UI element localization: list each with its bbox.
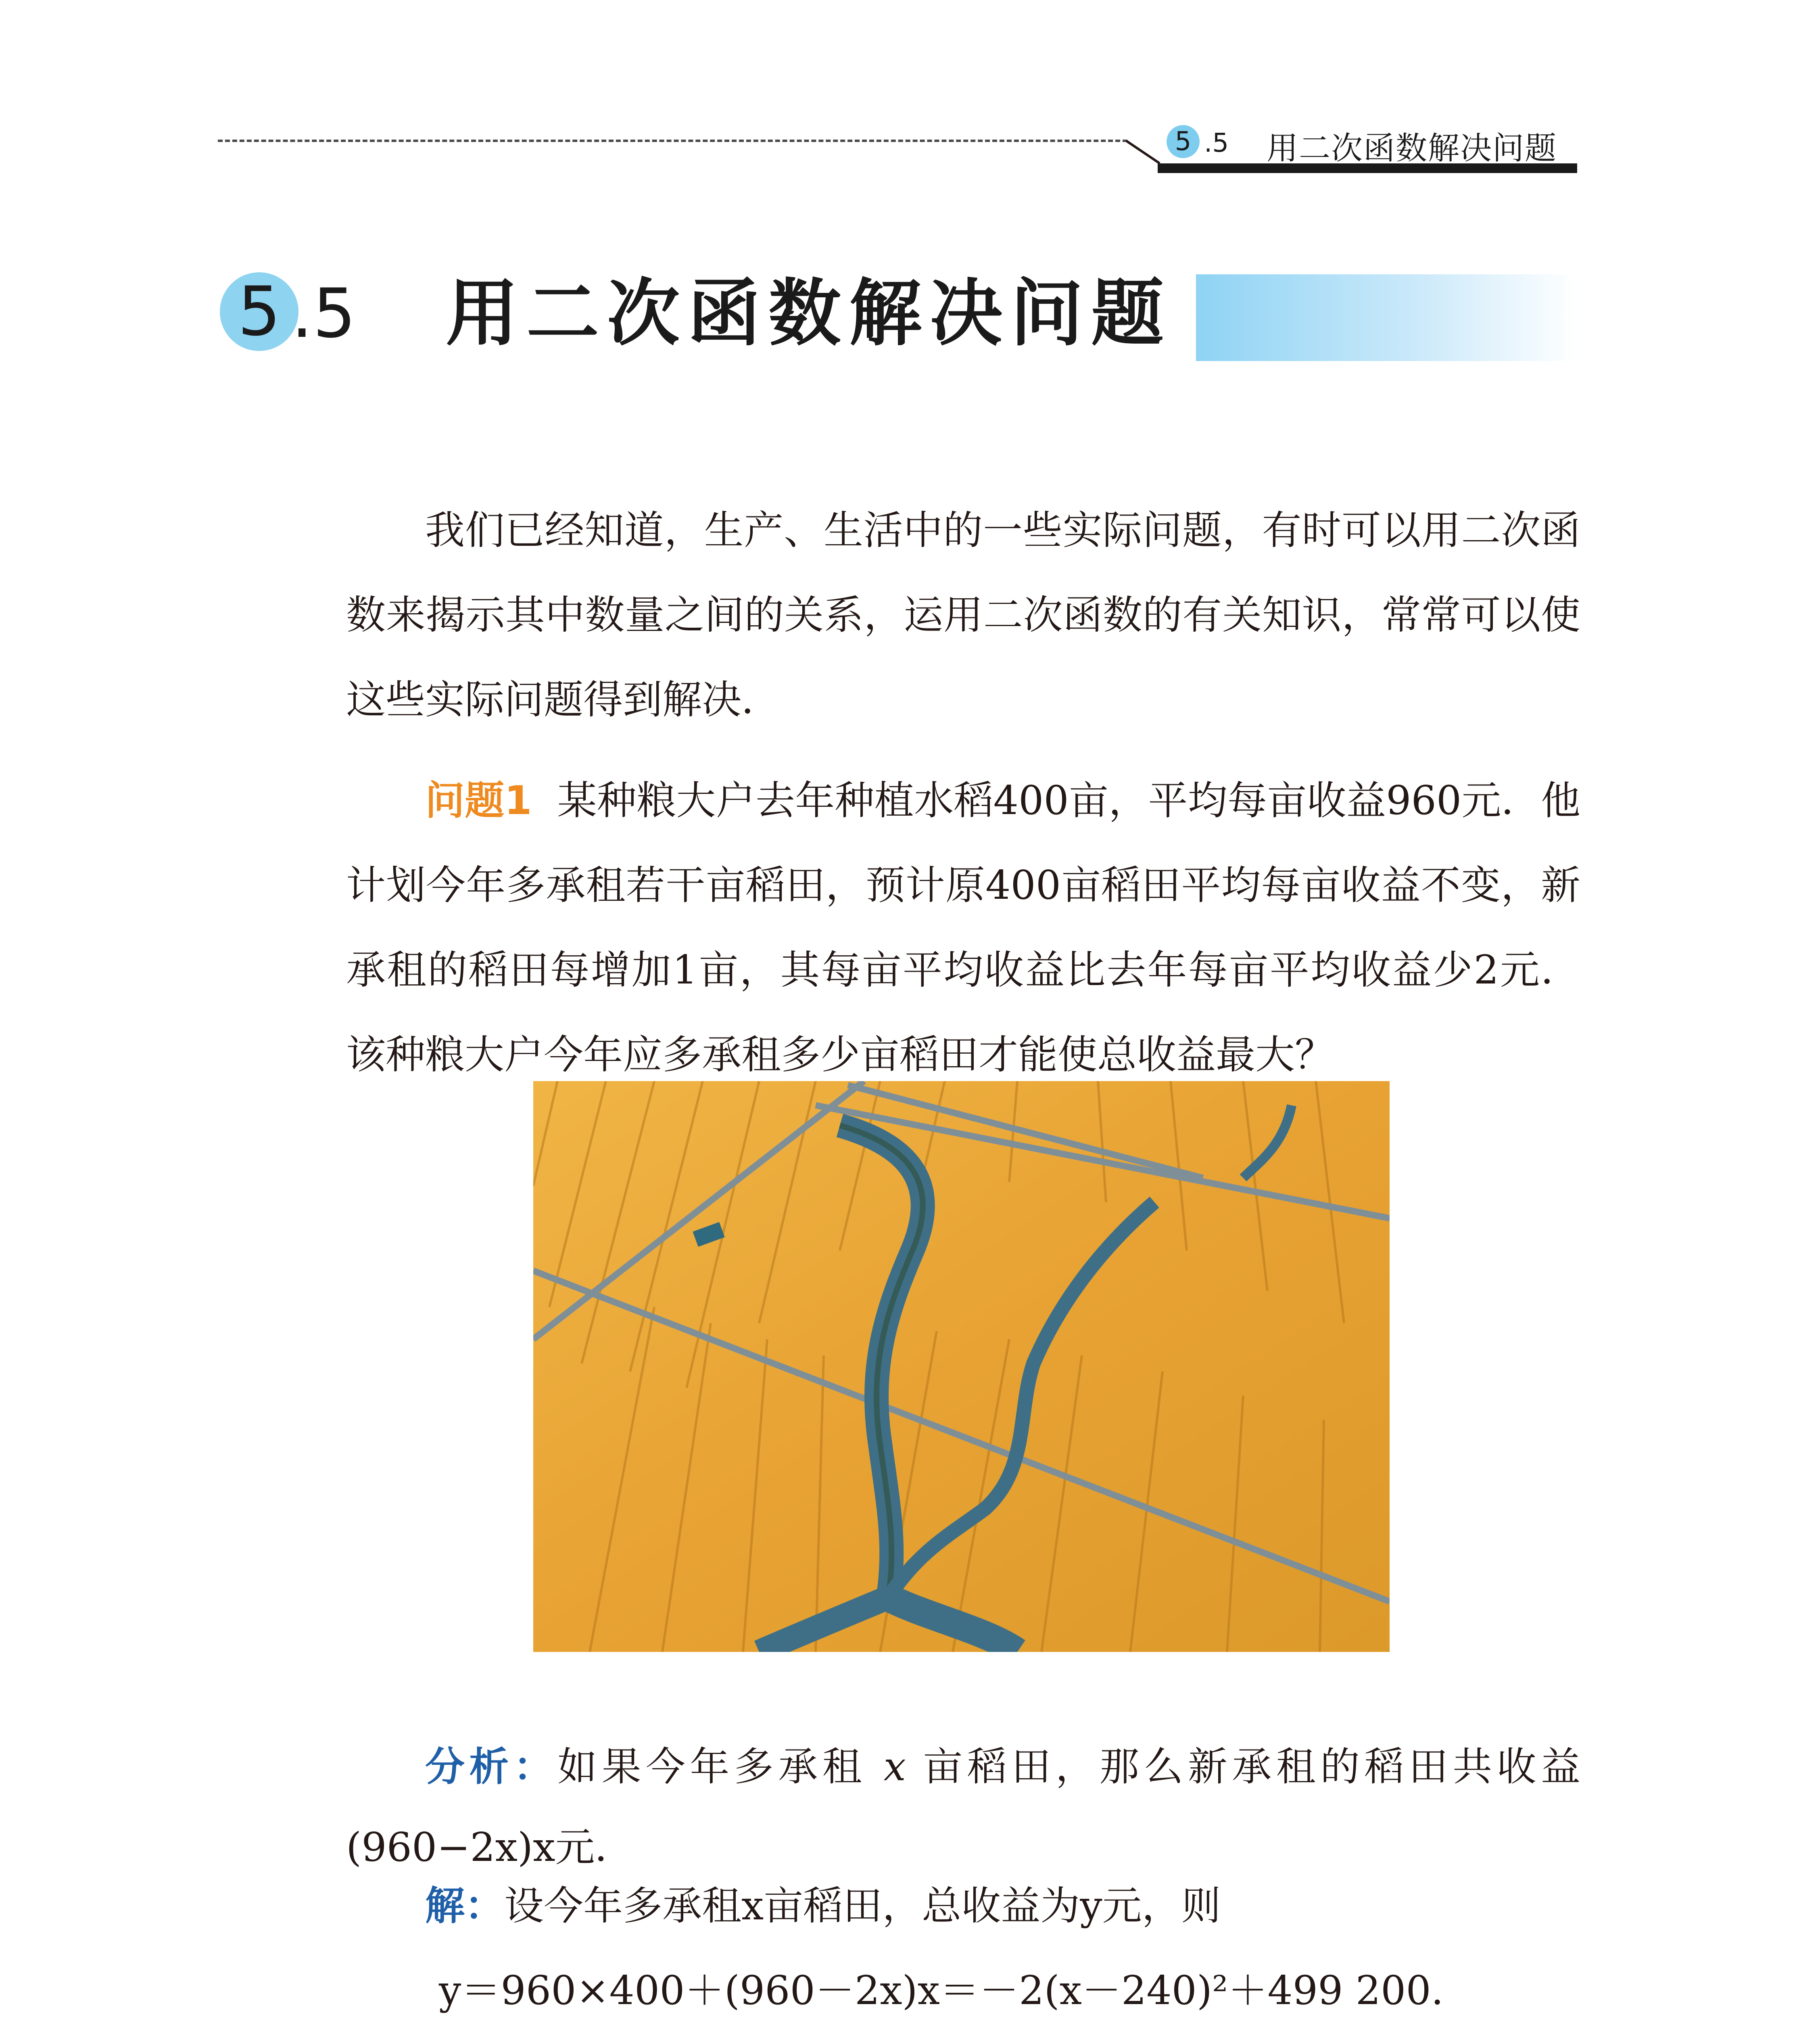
rice-field-photo (533, 1081, 1390, 1652)
solution-paragraph (346, 1866, 1659, 1946)
analysis-label: 分析： (425, 1744, 558, 1790)
solution-equation: y＝960×400＋(960－2x)x＝－2(x－240)²＋499 200. (439, 1968, 1444, 2014)
header-section-title: 用二次函数解决问题 (1267, 130, 1557, 167)
header-dashed-rule (218, 140, 1127, 142)
section-title: 用二次函数解决问题 (446, 271, 1172, 356)
problem-paragraph (346, 758, 1580, 1097)
section-number: .5 (291, 274, 356, 353)
solution-label: 解： (425, 1883, 505, 1929)
intro-paragraph: 我们已经知道，生产、生活中的一些实际问题，有时可以用二次函数来揭示其中数量之间的关系，运用二次函数的有关知识，常常可以使这些实际问题得到解决． (346, 507, 1580, 723)
analysis-paragraph (346, 1727, 1580, 1888)
header-section-badge: 5 (1167, 125, 1200, 158)
analysis-text-before: 如果今年多承租 (557, 1744, 866, 1790)
problem-text: 某种粮大户去年种植水稻400亩，平均每亩收益960元．他计划今年多承租若干亩稻田，预计原400亩稻田平均每亩收益不变，新承租的稻田每增加1亩，其每亩平均收益比去年每亩平均收益少2元．该种粮大户今年应多承租多少亩稻田才能使总收益最大？ (346, 778, 1580, 1078)
solution-text: 设今年多承租x亩稻田，总收益为y元，则 (504, 1883, 1221, 1929)
header-section-number: .5 (1204, 128, 1229, 158)
problem-label: 问题1 (425, 778, 532, 824)
section-title-gradient (1196, 274, 1577, 361)
section-badge: 5 (220, 272, 298, 351)
analysis-variable: x (883, 1744, 906, 1790)
header-slant-line (1125, 140, 1160, 165)
analysis-text-after: 亩稻田，那么新承租的稻田共收益(960−2x)x元． (346, 1744, 1580, 1871)
